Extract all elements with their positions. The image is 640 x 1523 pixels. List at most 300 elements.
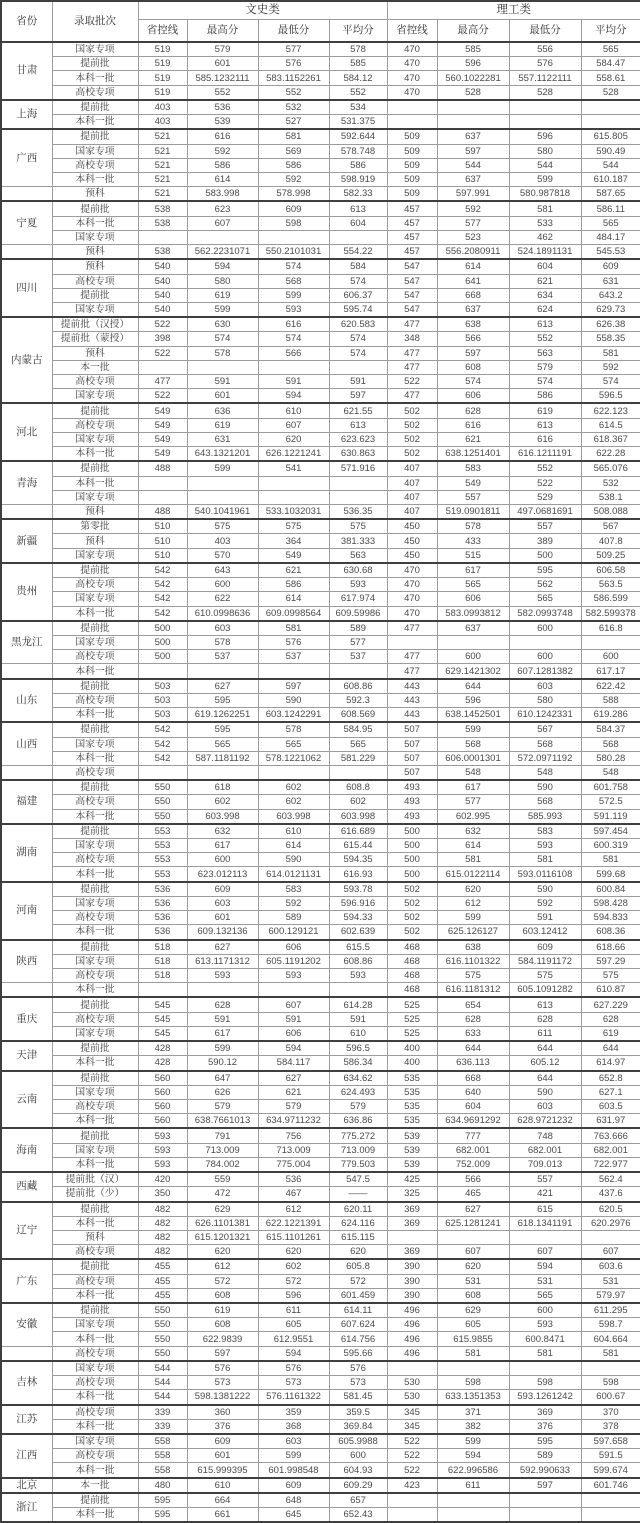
score-cell: 579	[329, 1099, 387, 1113]
score-cell: 614	[437, 839, 509, 853]
batch-cell: 高校专项	[52, 1376, 138, 1390]
table-row	[1, 274, 640, 288]
score-cell: 775.004	[258, 1157, 329, 1172]
score-cell: 614	[258, 839, 329, 853]
score-cell: 502	[387, 882, 437, 897]
col-header-max-w: 最高分	[187, 20, 258, 43]
score-cell: 584.1191172	[509, 954, 581, 968]
table-row	[1, 259, 640, 274]
score-cell: 620	[258, 1245, 329, 1260]
score-cell: 538	[138, 245, 187, 260]
score-cell: 562.2231071	[187, 245, 258, 260]
score-cell: 437.6	[581, 1187, 640, 1202]
table-row	[1, 230, 640, 244]
score-cell: 560	[138, 1085, 187, 1099]
score-cell: 583	[258, 882, 329, 897]
score-cell: 616.93	[329, 867, 387, 882]
score-cell: 598.7	[581, 1318, 640, 1332]
score-cell: 606	[437, 389, 509, 404]
score-cell: 634.9691292	[437, 1114, 509, 1129]
score-cell	[581, 635, 640, 649]
batch-cell: 本科一批	[52, 1419, 138, 1434]
score-cell: 507	[387, 765, 437, 780]
score-cell: 594.35	[329, 853, 387, 867]
score-cell: 607	[509, 1245, 581, 1260]
score-cell: 521	[138, 187, 187, 202]
score-cell	[437, 1361, 509, 1376]
score-cell: 628	[437, 403, 509, 418]
col-group-wenshi: 文史类	[138, 1, 387, 20]
score-cell	[509, 1361, 581, 1376]
score-cell: 606	[258, 940, 329, 955]
batch-cell: 高校专项	[52, 1449, 138, 1463]
score-cell: 523	[437, 230, 509, 244]
score-cell: 784.002	[187, 1157, 258, 1172]
score-cell: 521	[138, 172, 187, 186]
score-cell: 637	[437, 172, 509, 186]
table-row	[1, 1143, 640, 1157]
province-cell: 湖南	[1, 824, 52, 882]
score-cell: 502	[387, 432, 437, 446]
score-cell: 574	[258, 332, 329, 346]
score-cell: 619.286	[581, 708, 640, 723]
score-cell: 603	[187, 896, 258, 910]
score-cell: 607	[437, 1245, 509, 1260]
score-cell: 568	[437, 737, 509, 751]
score-cell: 470	[387, 592, 437, 606]
score-cell: 558.61	[581, 71, 640, 85]
score-cell: 558	[138, 1463, 187, 1478]
score-cell: 550	[138, 780, 187, 795]
table-row	[1, 1230, 640, 1244]
table-row	[1, 578, 640, 592]
score-cell: 470	[387, 57, 437, 71]
score-cell	[258, 983, 329, 998]
score-cell: 519	[138, 71, 187, 85]
score-cell: 584.117	[258, 1056, 329, 1071]
score-cell: 603.998	[258, 809, 329, 824]
score-cell: 595	[138, 1493, 187, 1508]
table-row	[1, 447, 640, 462]
score-cell: 608.86	[329, 954, 387, 968]
table-row	[1, 403, 640, 418]
score-cell: 364	[258, 534, 329, 548]
score-cell: 615.1101261	[258, 1230, 329, 1244]
table-row	[1, 853, 640, 867]
table-row	[1, 1508, 640, 1523]
score-cell: 527	[258, 115, 329, 130]
score-cell: 581	[437, 853, 509, 867]
table-row	[1, 100, 640, 115]
score-cell: 575	[437, 969, 509, 983]
score-cell: 629	[437, 1303, 509, 1318]
score-cell: 503	[138, 708, 187, 723]
score-cell: 574	[329, 332, 387, 346]
batch-cell: 提前批（汉）	[52, 1172, 138, 1187]
score-cell: 557.1122111	[509, 71, 581, 85]
score-cell: 407	[387, 490, 437, 504]
score-cell	[329, 230, 387, 244]
table-row	[1, 1041, 640, 1056]
batch-cell: 国家专项	[52, 144, 138, 158]
score-cell: 602.639	[329, 925, 387, 940]
score-cell: 607	[258, 997, 329, 1012]
score-cell: 615.999395	[187, 1463, 258, 1478]
score-cell: 590	[509, 780, 581, 795]
score-cell: 581	[581, 853, 640, 867]
table-row	[1, 1463, 640, 1478]
score-cell: 390	[387, 1259, 437, 1274]
score-cell: 575	[509, 969, 581, 983]
score-cell: 482	[138, 1245, 187, 1260]
score-cell: 607	[258, 418, 329, 432]
score-cell: 371	[437, 1405, 509, 1420]
score-cell: 545	[138, 997, 187, 1012]
score-cell: 598.1381222	[187, 1390, 258, 1405]
score-cell: 584.37	[581, 722, 640, 737]
score-cell: 777	[437, 1128, 509, 1143]
score-cell: 584	[329, 259, 387, 274]
score-cell: 540	[138, 274, 187, 288]
score-cell: 620	[437, 1259, 509, 1274]
score-cell: 522	[387, 1449, 437, 1463]
score-cell: 596	[437, 57, 509, 71]
table-row	[1, 1259, 640, 1274]
score-cell: 612	[437, 896, 509, 910]
score-cell: 636.113	[437, 1056, 509, 1071]
score-cell: 500	[138, 621, 187, 636]
score-cell: 339	[138, 1405, 187, 1420]
score-cell: 584.12	[329, 71, 387, 85]
table-row	[1, 158, 640, 172]
table-row	[1, 332, 640, 346]
score-cell: 614.756	[329, 1332, 387, 1346]
score-cell: 577	[258, 42, 329, 57]
table-row	[1, 650, 640, 664]
score-cell: 467	[258, 1187, 329, 1202]
score-cell: 602	[258, 795, 329, 809]
score-cell: 496	[387, 1332, 437, 1346]
score-cell	[581, 1493, 640, 1508]
score-cell: 593	[258, 969, 329, 983]
table-row	[1, 983, 640, 998]
score-cell: 599	[437, 722, 509, 737]
batch-cell: 高校专项	[52, 1346, 138, 1361]
table-row	[1, 664, 640, 679]
score-cell: 603.6	[581, 1259, 640, 1274]
score-cell: 627	[187, 940, 258, 955]
batch-cell: 本科一批	[52, 1390, 138, 1405]
score-cell: 540.1041961	[187, 505, 258, 520]
batch-cell: 国家专项	[52, 635, 138, 649]
batch-cell: 国家专项	[52, 896, 138, 910]
score-cell: 598.428	[581, 896, 640, 910]
score-cell: 493	[387, 780, 437, 795]
batch-cell: 国家专项	[52, 1026, 138, 1041]
score-cell: 628	[437, 1012, 509, 1026]
province-cell: 河南	[1, 882, 52, 940]
score-cell: 578.1221062	[258, 751, 329, 765]
score-cell: 596	[437, 693, 509, 707]
score-cell: 604.93	[329, 1463, 387, 1478]
score-cell: 748	[509, 1128, 581, 1143]
score-cell	[437, 1508, 509, 1523]
score-cell: 403	[138, 115, 187, 130]
score-cell: 558	[138, 1434, 187, 1449]
score-cell: 664	[187, 1493, 258, 1508]
batch-cell: 本科一批	[52, 172, 138, 186]
score-cell	[187, 476, 258, 490]
score-cell: 532	[581, 476, 640, 490]
batch-cell: 本科一批	[52, 751, 138, 765]
batch-cell: 提前批	[52, 1259, 138, 1274]
score-cell: 553	[138, 867, 187, 882]
score-cell: 593	[509, 1318, 581, 1332]
score-cell: 549	[437, 476, 509, 490]
score-cell: 600	[581, 650, 640, 664]
score-cell: 552	[329, 85, 387, 100]
score-cell: 615.115	[329, 1230, 387, 1244]
score-cell: 584.95	[329, 722, 387, 737]
score-cell: 590.12	[187, 1056, 258, 1071]
score-cell: 542	[138, 578, 187, 592]
score-cell: 477	[387, 389, 437, 404]
score-cell: 552	[258, 85, 329, 100]
score-cell	[138, 664, 187, 679]
batch-cell: 提前批	[52, 621, 138, 636]
batch-cell: 预科	[52, 534, 138, 548]
table-row	[1, 1187, 640, 1202]
score-cell: 509	[387, 172, 437, 186]
table-row	[1, 1216, 640, 1230]
score-cell: 610	[187, 1478, 258, 1493]
score-cell: 620	[187, 1245, 258, 1260]
score-cell	[509, 1508, 581, 1523]
score-cell: 589	[509, 1449, 581, 1463]
province-cell: 云南	[1, 1071, 52, 1129]
score-cell: 621	[509, 274, 581, 288]
score-cell: 468	[387, 969, 437, 983]
score-cell: 600	[509, 621, 581, 636]
score-cell: 620	[437, 882, 509, 897]
score-cell: 614	[437, 259, 509, 274]
score-cell: 545	[138, 1026, 187, 1041]
score-cell: 622	[187, 592, 258, 606]
score-cell: 644	[509, 1071, 581, 1086]
score-cell: 599	[258, 1449, 329, 1463]
batch-cell: 国家专项	[52, 1434, 138, 1449]
table-row	[1, 824, 640, 839]
score-cell: 359.5	[329, 1405, 387, 1420]
score-cell: 502	[387, 896, 437, 910]
score-cell: 605.1091282	[509, 983, 581, 998]
score-cell: 552	[509, 332, 581, 346]
score-cell: 508.088	[581, 505, 640, 520]
score-cell: 607.1281382	[509, 664, 581, 679]
score-cell: 644	[509, 1041, 581, 1056]
score-cell: 623.012113	[187, 867, 258, 882]
score-cell	[387, 1493, 437, 1508]
score-cell: 600	[509, 650, 581, 664]
score-cell: 596.5	[581, 389, 640, 404]
score-cell: 500	[387, 824, 437, 839]
score-cell: 619	[187, 288, 258, 302]
table-row	[1, 71, 640, 85]
score-cell: 607	[187, 216, 258, 230]
score-cell: 565	[437, 578, 509, 592]
score-cell: 525	[387, 1026, 437, 1041]
score-cell: 544	[138, 1376, 187, 1390]
score-cell	[258, 664, 329, 679]
score-cell: 477	[387, 664, 437, 679]
score-cell: 537	[258, 650, 329, 664]
score-cell: 579	[509, 360, 581, 374]
batch-cell: 预科	[52, 1230, 138, 1244]
table-row	[1, 375, 640, 389]
score-cell: 602	[187, 795, 258, 809]
table-row	[1, 795, 640, 809]
batch-cell: 提前批	[52, 882, 138, 897]
province-cell: 西藏	[1, 1172, 52, 1201]
score-cell: 581	[581, 346, 640, 360]
score-cell: 462	[509, 230, 581, 244]
score-cell: 560	[138, 1114, 187, 1129]
score-cell: 524.1891131	[509, 245, 581, 260]
score-cell: 610	[329, 1026, 387, 1041]
score-cell: 591	[258, 1012, 329, 1026]
score-cell: 470	[387, 42, 437, 57]
score-cell: 502	[387, 911, 437, 925]
score-cell: 545	[138, 1012, 187, 1026]
score-cell: 643	[187, 563, 258, 578]
score-cell: 618.1341191	[509, 1216, 581, 1230]
score-cell: 360	[187, 1405, 258, 1420]
score-cell	[258, 490, 329, 504]
score-cell: 574	[329, 274, 387, 288]
score-cell: 382	[437, 1419, 509, 1434]
score-cell: 482	[138, 1216, 187, 1230]
table-row	[1, 839, 640, 853]
score-cell: 565	[581, 216, 640, 230]
score-cell: 613	[329, 201, 387, 216]
score-cell: 345	[387, 1419, 437, 1434]
score-cell: 369	[509, 1405, 581, 1420]
score-cell: 465	[437, 1187, 509, 1202]
score-cell: 652.8	[581, 1071, 640, 1086]
score-cell: 545.53	[581, 245, 640, 260]
score-cell: 775.272	[329, 1128, 387, 1143]
score-cell: 613.1171312	[187, 954, 258, 968]
score-cell: 580	[509, 144, 581, 158]
score-cell: 548	[581, 765, 640, 780]
score-cell: 596.916	[329, 896, 387, 910]
score-cell: 682.001	[437, 1143, 509, 1157]
score-cell: 558.35	[581, 332, 640, 346]
table-row	[1, 679, 640, 694]
score-cell: 633.1351353	[437, 1390, 509, 1405]
batch-cell: 提前批	[52, 288, 138, 302]
score-cell: 569	[258, 144, 329, 158]
table-row	[1, 563, 640, 578]
col-header-max-l: 最高分	[437, 20, 509, 43]
score-cell: 581.45	[329, 1390, 387, 1405]
score-cell: 536.35	[329, 505, 387, 520]
score-cell: 477	[387, 650, 437, 664]
score-cell: 528	[509, 85, 581, 100]
score-cell: 627	[187, 679, 258, 694]
score-cell: 627	[258, 1071, 329, 1086]
score-cell: 601	[187, 911, 258, 925]
batch-cell: 本科一批	[52, 476, 138, 490]
table-row	[1, 1288, 640, 1303]
score-cell: 592	[258, 896, 329, 910]
score-cell: 595	[509, 1434, 581, 1449]
score-cell: 597.454	[581, 824, 640, 839]
province-cell	[1, 765, 52, 780]
score-cell: 578	[187, 635, 258, 649]
score-cell: 613	[509, 418, 581, 432]
score-cell: 472	[187, 1187, 258, 1202]
score-cell: 559	[187, 1172, 258, 1187]
score-cell: 619	[581, 1026, 640, 1041]
score-cell: 586.11	[581, 201, 640, 216]
score-cell: 573	[329, 1376, 387, 1390]
score-cell: 563	[509, 346, 581, 360]
score-cell: 565	[509, 1288, 581, 1303]
score-cell: 623.623	[329, 432, 387, 446]
score-cell: 565	[187, 737, 258, 751]
score-cell: 599	[187, 302, 258, 317]
batch-cell: 本科一批	[52, 115, 138, 130]
score-cell: 547.5	[329, 1172, 387, 1187]
score-cell: 507	[387, 751, 437, 765]
table-row	[1, 925, 640, 940]
score-cell: 637	[437, 621, 509, 636]
score-cell: 407.8	[581, 534, 640, 548]
score-cell: 581	[258, 621, 329, 636]
score-cell: 620.11	[329, 1202, 387, 1217]
score-cell: 368	[258, 1419, 329, 1434]
score-cell: 542	[138, 737, 187, 751]
province-cell: 山西	[1, 722, 52, 765]
batch-cell: 提前批	[52, 940, 138, 955]
score-cell	[138, 983, 187, 998]
score-cell: 497.0681691	[509, 505, 581, 520]
score-cell: 488	[138, 461, 187, 476]
score-cell: 518	[138, 969, 187, 983]
score-cell: 609	[258, 201, 329, 216]
score-cell: 398	[138, 332, 187, 346]
score-cell: 536	[138, 882, 187, 897]
score-cell: 616.1211191	[509, 447, 581, 462]
score-cell: 574	[187, 332, 258, 346]
batch-cell: 高校专项	[52, 795, 138, 809]
score-cell: 348	[387, 332, 437, 346]
score-cell: 601	[187, 57, 258, 71]
score-cell: 550	[138, 795, 187, 809]
score-cell: 590	[258, 853, 329, 867]
score-cell: 600	[509, 1303, 581, 1318]
score-cell: 636.86	[329, 1114, 387, 1129]
score-cell: 644	[581, 1041, 640, 1056]
table-row	[1, 418, 640, 432]
score-cell: 509.25	[581, 548, 640, 563]
score-cell: 637	[437, 129, 509, 144]
score-cell	[329, 476, 387, 490]
score-cell: 641	[437, 274, 509, 288]
score-cell: 618.66	[581, 940, 640, 955]
score-cell: 521	[138, 144, 187, 158]
